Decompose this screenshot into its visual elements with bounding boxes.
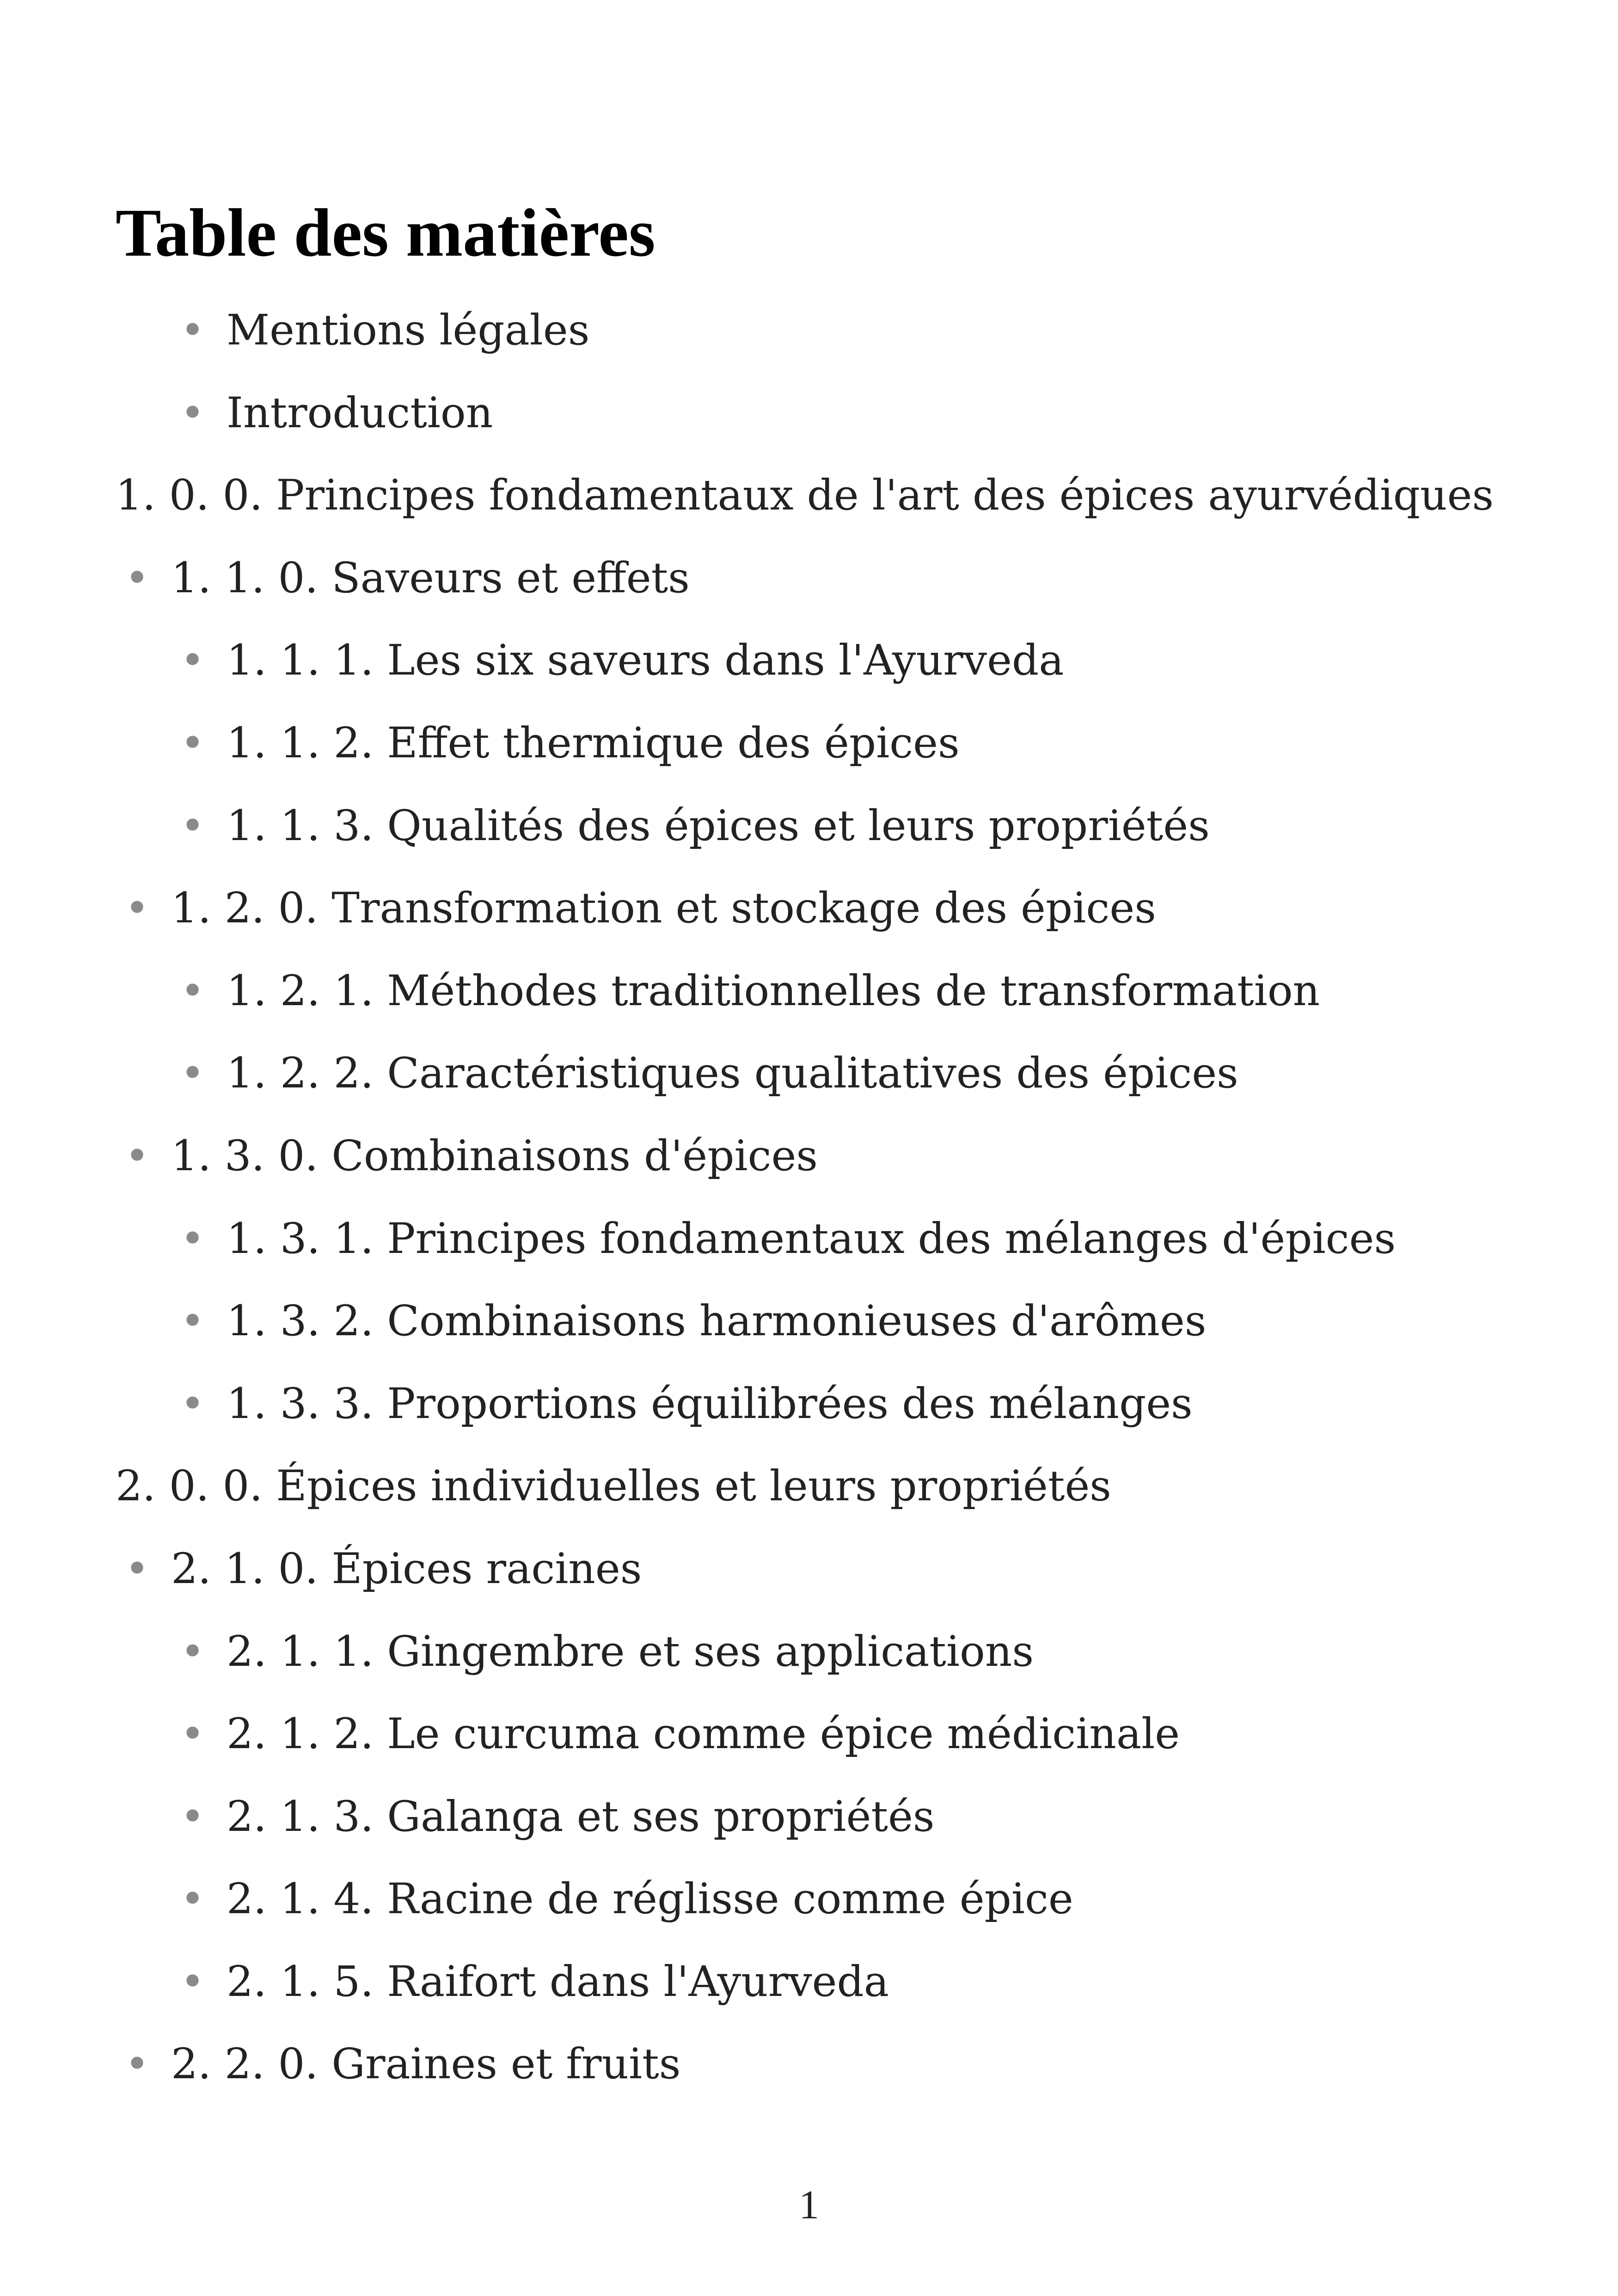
toc-entry-label[interactable]: 2. 1. 3. Galanga et ses propriétés: [227, 1792, 935, 1841]
toc-entry[interactable]: [0, 874, 1618, 957]
toc-entry-label[interactable]: 1. 2. 2. Caractéristiques qualitatives des épices: [227, 1049, 1238, 1098]
toc-entry-label[interactable]: Mentions légales: [227, 306, 590, 355]
bullet-icon: •: [125, 2040, 150, 2089]
toc-entry[interactable]: [0, 1782, 1618, 1865]
toc-entry-label[interactable]: 1. 1. 2. Effet thermique des épices: [227, 718, 960, 767]
toc-entry[interactable]: [0, 626, 1618, 709]
toc-entry-label[interactable]: 2. 1. 4. Racine de réglisse comme épice: [227, 1875, 1073, 1924]
toc-entry[interactable]: [0, 296, 1618, 379]
toc-entry[interactable]: [0, 1287, 1618, 1369]
toc-entry[interactable]: [0, 1204, 1618, 1287]
bullet-icon: •: [125, 884, 150, 933]
toc-entry[interactable]: [0, 1452, 1618, 1535]
toc-entry-label[interactable]: 1. 3. 1. Principes fondamentaux des mélanges d'épices: [227, 1214, 1396, 1263]
toc-entry[interactable]: [0, 1865, 1618, 1947]
toc-entry[interactable]: [0, 2030, 1618, 2112]
bullet-icon: •: [180, 1710, 205, 1759]
toc-entry-label[interactable]: 2. 1. 5. Raifort dans l'Ayurveda: [227, 1957, 889, 2006]
toc-entry-label[interactable]: 1. 2. 0. Transformation et stockage des épices: [171, 884, 1156, 933]
bullet-icon: •: [180, 1957, 205, 2006]
toc-entry-label[interactable]: 2. 2. 0. Graines et fruits: [171, 2040, 681, 2089]
page-number: 1: [799, 2183, 819, 2228]
bullet-icon: •: [180, 1792, 205, 1841]
bullet-icon: •: [180, 636, 205, 685]
toc-entry-label[interactable]: 1. 1. 3. Qualités des épices et leurs propriétés: [227, 801, 1210, 850]
bullet-icon: •: [180, 1627, 205, 1676]
table-of-contents: [0, 296, 1618, 2112]
toc-entry[interactable]: [0, 1039, 1618, 1122]
bullet-icon: •: [180, 801, 205, 850]
toc-entry[interactable]: [0, 709, 1618, 792]
toc-entry[interactable]: [0, 461, 1618, 544]
bullet-icon: •: [180, 1297, 205, 1346]
toc-entry[interactable]: [0, 1369, 1618, 1452]
toc-entry-label[interactable]: 1. 3. 2. Combinaisons harmonieuses d'arômes: [227, 1297, 1207, 1346]
toc-entry-label[interactable]: 1. 0. 0. Principes fondamentaux de l'art des épices ayurvédiques: [116, 471, 1494, 520]
toc-entry[interactable]: [0, 1122, 1618, 1204]
toc-entry[interactable]: [0, 792, 1618, 874]
bullet-icon: •: [180, 718, 205, 767]
toc-entry-label[interactable]: 2. 0. 0. Épices individuelles et leurs propriétés: [116, 1462, 1111, 1511]
toc-entry-label[interactable]: 1. 3. 0. Combinaisons d'épices: [171, 1131, 818, 1180]
toc-entry[interactable]: [0, 957, 1618, 1039]
bullet-icon: •: [180, 306, 205, 355]
bullet-icon: •: [180, 966, 205, 1015]
toc-entry[interactable]: [0, 1700, 1618, 1782]
bullet-icon: •: [180, 1875, 205, 1924]
toc-entry-label[interactable]: 2. 1. 2. Le curcuma comme épice médicinale: [227, 1710, 1180, 1759]
bullet-icon: •: [125, 553, 150, 602]
toc-entry-label[interactable]: Introduction: [227, 388, 493, 437]
toc-entry[interactable]: [0, 1535, 1618, 1617]
toc-entry-label[interactable]: 1. 1. 1. Les six saveurs dans l'Ayurveda: [227, 636, 1064, 685]
toc-entry-label[interactable]: 2. 1. 0. Épices racines: [171, 1544, 642, 1593]
bullet-icon: •: [180, 388, 205, 437]
bullet-icon: •: [125, 1131, 150, 1180]
toc-entry-label[interactable]: 1. 2. 1. Méthodes traditionnelles de transformation: [227, 966, 1320, 1015]
toc-entry[interactable]: [0, 1947, 1618, 2030]
page-title: Table des matières: [116, 195, 656, 271]
toc-entry-label[interactable]: 2. 1. 1. Gingembre et ses applications: [227, 1627, 1034, 1676]
bullet-icon: •: [180, 1214, 205, 1263]
bullet-icon: •: [125, 1544, 150, 1593]
toc-entry-label[interactable]: 1. 1. 0. Saveurs et effets: [171, 553, 690, 602]
bullet-icon: •: [180, 1379, 205, 1428]
bullet-icon: •: [180, 1049, 205, 1098]
toc-entry[interactable]: [0, 544, 1618, 626]
toc-entry[interactable]: [0, 379, 1618, 461]
toc-entry-label[interactable]: 1. 3. 3. Proportions équilibrées des mélanges: [227, 1379, 1193, 1428]
toc-entry[interactable]: [0, 1617, 1618, 1700]
